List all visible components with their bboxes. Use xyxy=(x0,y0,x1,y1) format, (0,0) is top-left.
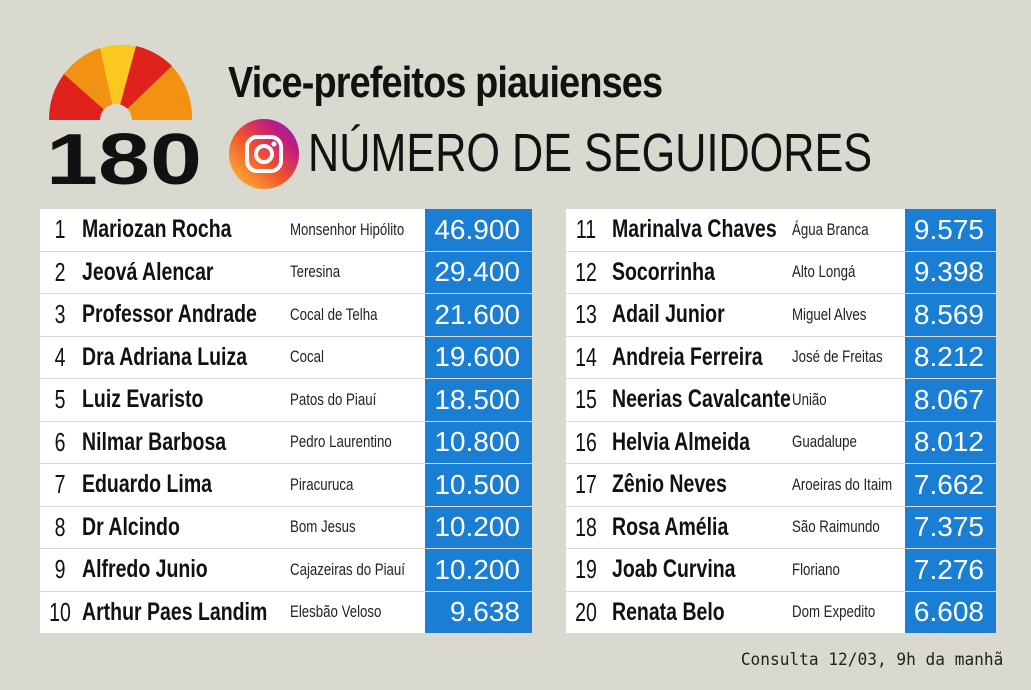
follower-count: 7.662 xyxy=(905,464,996,506)
table-row xyxy=(566,592,996,635)
table-row xyxy=(566,464,996,507)
follower-count: 10.800 xyxy=(425,422,532,464)
city-name: União xyxy=(792,389,827,409)
rank-label: 14 xyxy=(575,341,597,372)
logo-180 xyxy=(44,38,206,188)
table-row xyxy=(40,337,532,380)
city-name: Dom Expedito xyxy=(792,602,876,622)
table-row xyxy=(40,549,532,592)
city-name: Cocal de Telha xyxy=(290,304,378,324)
follower-count: 9.398 xyxy=(905,252,996,294)
table-row xyxy=(40,208,532,252)
rank-label: 20 xyxy=(575,596,597,627)
follower-count: 10.200 xyxy=(425,507,532,549)
city-name: Bom Jesus xyxy=(290,517,356,537)
city-name: Pedro Laurentino xyxy=(290,432,392,452)
rank-label: 2 xyxy=(54,256,66,287)
table-row xyxy=(566,294,996,337)
rank-label: 1 xyxy=(54,214,66,245)
follower-count: 46.900 xyxy=(425,209,532,251)
follower-count: 19.600 xyxy=(425,337,532,379)
table-row xyxy=(40,294,532,337)
city-name: Patos do Piauí xyxy=(290,389,377,409)
rank-label: 19 xyxy=(575,554,597,585)
footer-note: Consulta 12/03, 9h da manhã xyxy=(740,650,1003,670)
follower-count: 10.200 xyxy=(425,549,532,591)
rank-label: 12 xyxy=(575,256,597,287)
politician-name: Jeová Alencar xyxy=(82,257,214,286)
politician-name: Alfredo Junio xyxy=(82,555,208,584)
politician-name: Zênio Neves xyxy=(612,470,727,499)
rank-label: 5 xyxy=(54,384,66,415)
politician-name: Andreia Ferreira xyxy=(612,342,763,371)
rank-label: 18 xyxy=(575,511,597,542)
politician-name: Marinalva Chaves xyxy=(612,215,777,244)
politician-name: Arthur Paes Landim xyxy=(82,597,268,626)
politician-name: Professor Andrade xyxy=(82,300,257,329)
follower-count: 8.569 xyxy=(905,294,996,336)
chart-subtitle: NÚMERO DE SEGUIDORES xyxy=(308,123,873,183)
rank-label: 3 xyxy=(54,299,66,330)
rank-label: 7 xyxy=(54,469,66,500)
rank-label: 8 xyxy=(54,511,66,542)
politician-name: Socorrinha xyxy=(612,257,715,286)
table-row xyxy=(566,549,996,592)
ranking-table-left xyxy=(40,208,532,634)
city-name: Monsenhor Hipólito xyxy=(290,219,405,239)
follower-count: 8.012 xyxy=(905,422,996,464)
table-row xyxy=(566,337,996,380)
rank-label: 6 xyxy=(54,426,66,457)
politician-name: Mariozan Rocha xyxy=(82,215,232,244)
politician-name: Renata Belo xyxy=(612,597,725,626)
table-row xyxy=(40,422,532,465)
table-row xyxy=(566,379,996,422)
rank-label: 16 xyxy=(575,426,597,457)
table-row xyxy=(566,208,996,252)
follower-count: 8.212 xyxy=(905,337,996,379)
table-row xyxy=(40,379,532,422)
rank-label: 13 xyxy=(575,299,597,330)
rank-label: 15 xyxy=(575,384,597,415)
city-name: Guadalupe xyxy=(792,432,857,452)
table-row xyxy=(40,252,532,295)
city-name: Miguel Alves xyxy=(792,304,867,324)
rank-label: 11 xyxy=(575,214,597,245)
table-row xyxy=(40,592,532,635)
politician-name: Dra Adriana Luiza xyxy=(82,342,248,371)
politician-name: Dr Alcindo xyxy=(82,512,180,541)
follower-count: 6.608 xyxy=(905,592,996,634)
city-name: São Raimundo xyxy=(792,517,880,537)
politician-name: Rosa Amélia xyxy=(612,512,729,541)
city-name: Floriano xyxy=(792,559,840,579)
city-name: Cocal xyxy=(290,347,324,367)
politician-name: Eduardo Lima xyxy=(82,470,213,499)
follower-count: 29.400 xyxy=(425,252,532,294)
politician-name: Joab Curvina xyxy=(612,555,736,584)
politician-name: Luiz Evaristo xyxy=(82,385,204,414)
instagram-icon xyxy=(228,118,300,190)
ranking-table-right xyxy=(566,208,996,634)
follower-count: 7.375 xyxy=(905,507,996,549)
follower-count: 9.575 xyxy=(905,209,996,251)
table-row xyxy=(566,252,996,295)
city-name: José de Freitas xyxy=(792,347,883,367)
follower-count: 9.638 xyxy=(425,592,532,634)
rank-label: 17 xyxy=(575,469,597,500)
politician-name: Adail Junior xyxy=(612,300,725,329)
city-name: Elesbão Veloso xyxy=(290,602,382,622)
city-name: Alto Longá xyxy=(792,262,856,282)
rank-label: 4 xyxy=(54,341,66,372)
chart-title: Vice-prefeitos piauienses xyxy=(228,58,663,107)
politician-name: Nilmar Barbosa xyxy=(82,427,227,456)
table-row xyxy=(40,464,532,507)
city-name: Piracuruca xyxy=(290,474,354,494)
follower-count: 10.500 xyxy=(425,464,532,506)
table-row xyxy=(566,507,996,550)
rank-label: 9 xyxy=(54,554,66,585)
city-name: Aroeiras do Itaim xyxy=(792,474,893,494)
politician-name: Helvia Almeida xyxy=(612,427,751,456)
politician-name: Neerias Cavalcante xyxy=(612,385,791,414)
table-row xyxy=(566,422,996,465)
city-name: Teresina xyxy=(290,262,341,282)
follower-count: 18.500 xyxy=(425,379,532,421)
table-row xyxy=(40,507,532,550)
logo-text: 180 xyxy=(46,120,202,188)
follower-count: 21.600 xyxy=(425,294,532,336)
rank-label: 10 xyxy=(49,596,71,627)
follower-count: 7.276 xyxy=(905,549,996,591)
follower-count: 8.067 xyxy=(905,379,996,421)
city-name: Cajazeiras do Piauí xyxy=(290,559,405,579)
city-name: Água Branca xyxy=(792,219,869,239)
